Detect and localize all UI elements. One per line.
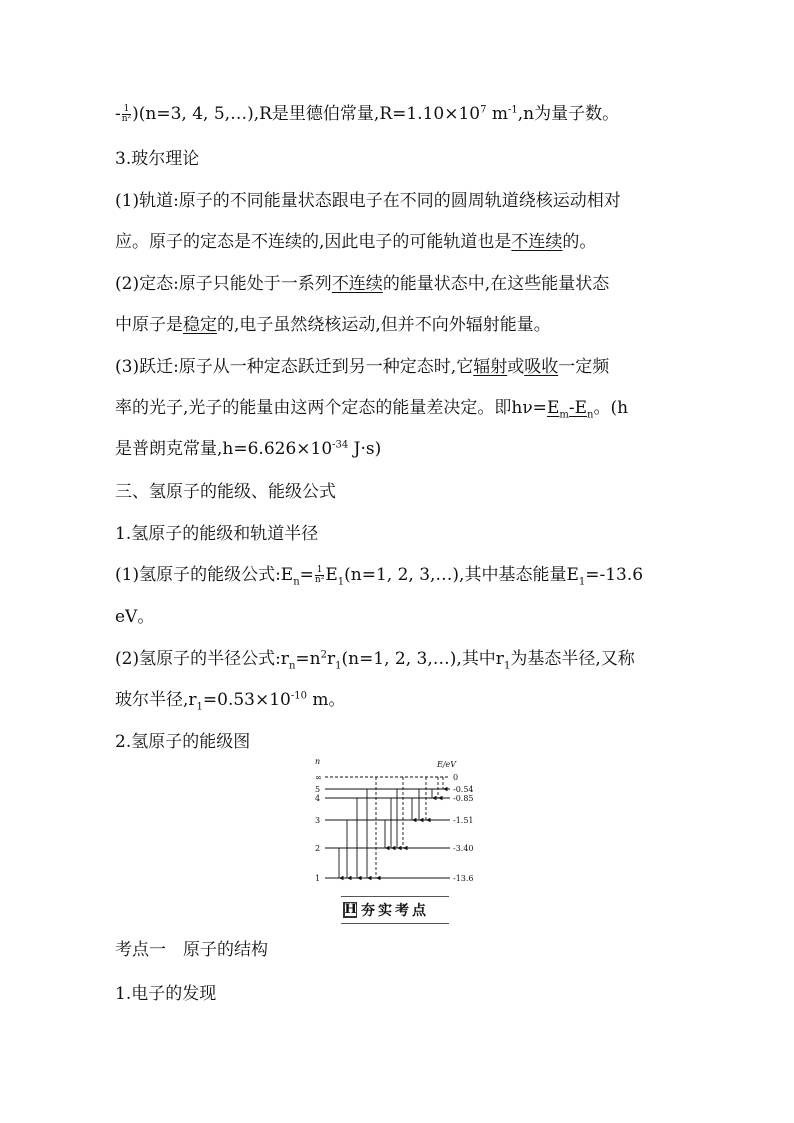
text: =0.53×10 (202, 690, 291, 710)
text: J·s) (348, 439, 382, 459)
text: = (299, 565, 314, 585)
para-state-line1 (115, 273, 609, 295)
text: 玻尔半径,r (115, 690, 197, 710)
fraction-denominator: n² (314, 575, 325, 585)
text: 是普朗克常量,h=6.626×10 (115, 439, 333, 459)
underlined-term: 吸收 (524, 357, 559, 377)
para-orbit-line1: (1)轨道:原子的不同能量状态跟电子在不同的圆周轨道绕核运动相对 (115, 191, 621, 211)
level-energy-label: -0.54 (453, 785, 474, 794)
level-n-label: 3 (315, 816, 321, 825)
level-n-label: 1 (315, 874, 321, 883)
fraction-one-over-n2 (122, 105, 131, 124)
axis-label-n: n (315, 757, 321, 766)
text: (3)跃迁:原子从一种定态跃迁到另一种定态时,它 (115, 357, 474, 377)
level-n-label: 4 (315, 794, 321, 803)
subscript: n (288, 660, 296, 672)
fraction-numerator: 1 (123, 104, 130, 114)
text: m。 (307, 690, 346, 710)
text: (n=1, 2, 3,…),其中基态能量E (344, 565, 579, 585)
underlined-term: 不连续 (331, 274, 383, 294)
text: 的。 (562, 232, 597, 252)
para-state-line2 (115, 314, 551, 336)
text: 一定频 (558, 357, 610, 377)
logo-letter: H (344, 902, 357, 917)
formula-line-rydberg (115, 103, 619, 125)
rydberg-text: )(n=3, 4, 5,…),R是里德伯常量,R=1.10×10 (132, 104, 481, 124)
level-energy-label: -1.51 (453, 816, 474, 825)
text: 为基态半径,又称 (510, 649, 635, 669)
text: 或 (507, 357, 525, 377)
formula-radius-line1 (115, 648, 635, 670)
level-energy-label: 0 (453, 773, 459, 782)
subscript: 1 (335, 660, 342, 672)
fraction-numerator: 1 (316, 565, 323, 575)
underlined-formula (546, 398, 594, 421)
text: r (326, 649, 336, 669)
exponent: 7 (480, 104, 487, 116)
text: -E (568, 398, 587, 418)
underlined-term: 不连续 (511, 232, 563, 252)
text: 的,电子虽然绕核运动,但并不向外辐射能量。 (217, 315, 551, 335)
text: (2)定态:原子只能处于一系列 (115, 274, 332, 294)
section-title-bohr: 3.玻尔理论 (115, 149, 200, 169)
formula-radius-line2 (115, 689, 346, 711)
underlined-term: 辐射 (473, 357, 508, 377)
text: (1)氢原子的能级公式:E (115, 565, 294, 585)
text: 率的光子,光子的能量由这两个定态的能量差决定。即hν= (115, 398, 547, 418)
fraction-denominator: n² (121, 114, 132, 124)
knowledge-point-title: 考点一 原子的结构 (115, 940, 268, 960)
text: 。(h (593, 398, 629, 418)
badge-label: 夯实考点 (361, 903, 429, 919)
axis-label-energy: E/eV (437, 760, 457, 769)
h-logo-icon (343, 902, 357, 918)
formula-energy-line2: eV。 (115, 607, 155, 627)
unit-exponent: -1 (508, 104, 518, 116)
subscript: 1 (196, 701, 203, 713)
level-energy-label: -3.40 (453, 844, 474, 853)
level-n-label: 5 (315, 785, 321, 794)
exponent: -10 (290, 690, 307, 702)
level-n-label: 2 (315, 844, 321, 853)
rydberg-text-end: ,n为量子数。 (517, 104, 620, 124)
subsection-title-levels-radius: 1.氢原子的能级和轨道半径 (115, 524, 319, 544)
fraction-one-over-n2 (315, 566, 324, 585)
subscript: n (293, 576, 300, 588)
text: (n=1, 2, 3,…),其中r (341, 649, 504, 669)
subscript: 1 (578, 576, 586, 588)
superscript: 2 (320, 649, 327, 661)
text: =n (295, 649, 321, 669)
section-title-energy-levels: 三、氢原子的能级、能级公式 (115, 482, 336, 502)
underlined-term: 稳定 (183, 315, 217, 335)
unit-text: m (486, 104, 508, 124)
subsection-title-level-diagram: 2.氢原子的能级图 (115, 732, 251, 752)
level-energy-label: -0.85 (453, 794, 474, 803)
text: 应。原子的定态是不连续的,因此电子的可能轨道也是 (115, 232, 512, 252)
exponent: -34 (332, 439, 349, 451)
level-energy-label: -13.6 (453, 874, 474, 883)
minus-sign: - (115, 104, 121, 124)
para-transition-line2 (115, 397, 628, 419)
level-n-label: ∞ (315, 773, 322, 782)
text: E (325, 565, 338, 585)
text: E (546, 398, 560, 418)
text: =-13.6 (585, 565, 644, 585)
subscript: 1 (337, 576, 345, 588)
para-transition-line3 (115, 438, 381, 460)
para-transition-line1 (115, 356, 609, 378)
subscript: 1 (503, 660, 511, 672)
text: 中原子是 (115, 315, 183, 335)
knowledge-point-subtitle: 1.电子的发现 (115, 984, 217, 1004)
text: (2)氢原子的半径公式:r (115, 649, 289, 669)
text: 的能量状态中,在这些能量状态 (382, 274, 610, 294)
energy-level-diagram (300, 755, 500, 890)
section-badge (343, 900, 429, 920)
subscript: n (587, 409, 594, 421)
para-orbit-line2 (115, 231, 596, 253)
subscript: m (559, 409, 569, 421)
formula-energy-line1 (115, 564, 643, 586)
